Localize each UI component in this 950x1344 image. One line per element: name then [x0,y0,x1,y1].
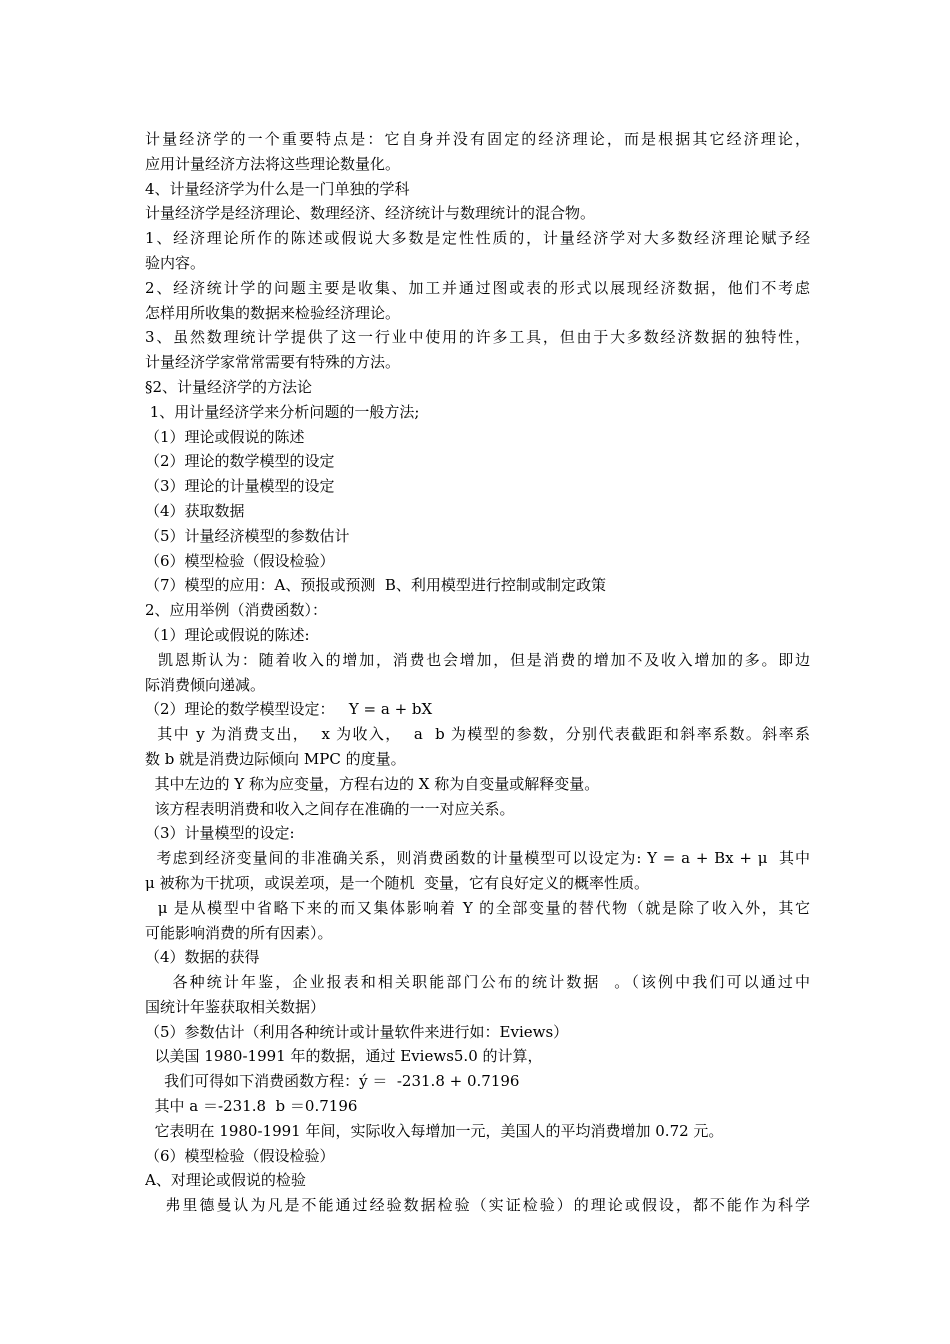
text-line: 际消费倾向递减。 [145,675,266,694]
text-line: （2）理论的数学模型设定： Y = a + bX [145,700,433,719]
text-line: 各种统计年鉴，企业报表和相关职能部门公布的统计数据 。（该例中我们可以通过中 [145,973,810,992]
text-line: 计量经济学家常常需要有特殊的方法。 [145,353,401,372]
text-line: §2、计量经济学的方法论 [145,377,313,396]
text-line: （4）获取数据 [145,501,245,520]
text-line: 1、用计量经济学来分析问题的一般方法; [145,402,420,421]
text-line: 考虑到经济变量间的非准确关系，则消费函数的计量模型可以设定为: Y = a + Bx + μ 其中 [145,849,810,868]
text-line: 计量经济学是经济理论、数理经济、经济统计与数理统计的混合物。 [145,204,596,223]
text-line: 凯恩斯认为：随着收入的增加，消费也会增加，但是消费的增加不及收入增加的多。即边 [145,650,810,669]
text-line: （6）模型检验（假设检验） [145,551,335,570]
text-line: （1）理论或假说的陈述 [145,427,305,446]
text-line: 4、计量经济学为什么是一门单独的学科 [145,179,410,198]
text-line: （2）理论的数学模型的设定 [145,452,335,471]
text-line: 2、经济统计学的问题主要是收集、加工并通过图或表的形式以展现经济数据，他们不考虑 [145,278,810,297]
text-line: μ 是从模型中省略下来的而又集体影响着 Y 的全部变量的替代物（就是除了收入外，其它 [145,898,810,917]
text-line: （7）模型的应用：A、预报或预测 B、利用模型进行控制或制定政策 [145,576,606,595]
text-line: 它表明在 1980-1991 年间，实际收入每增加一元，美国人的平均消费增加 0.72 元。 [145,1121,724,1140]
text-line: （5）参数估计（利用各种统计或计量软件来进行如：Eviews） [145,1022,569,1041]
text-line: 其中左边的 Y 称为应变量，方程右边的 X 称为自变量或解释变量。 [145,774,600,793]
text-line: （6）模型检验（假设检验） [145,1146,335,1165]
text-line: 可能影响消费的所有因素）。 [145,923,333,942]
text-line: 计量经济学的一个重要特点是：它自身并没有固定的经济理论，而是根据其它经济理论， [145,130,810,148]
text-line: 该方程表明消费和收入之间存在准确的一一对应关系。 [145,799,515,818]
text-line: 验内容。 [145,253,206,272]
text-line: 我们可得如下消费函数方程：ý ＝ -231.8 + 0.7196 [145,1072,520,1091]
text-line: A、对理论或假说的检验 [145,1171,306,1190]
text-line: 应用计量经济方法将这些理论数量化。 [145,154,401,173]
text-line: （1）理论或假说的陈述: [145,625,310,644]
document-page [145,127,810,1218]
text-line: （4）数据的获得 [145,948,260,967]
text-line: 2、应用举例（消费函数）： [145,601,328,620]
text-line: 以美国 1980-1991 年的数据，通过 Eviews5.0 的计算， [145,1047,543,1066]
text-line: 其中 y 为消费支出， x 为收入， a b 为模型的参数，分别代表截距和斜率系数。斜率系 [145,725,810,744]
text-line: 国统计年鉴获取相关数据） [145,997,326,1016]
text-line: （3）计量模型的设定: [145,824,295,843]
text-line: 数 b 就是消费边际倾向 MPC 的度量。 [145,749,406,768]
text-line: （3）理论的计量模型的设定 [145,477,335,496]
text-line: 1、经济理论所作的陈述或假说大多数是定性性质的，计量经济学对大多数经济理论赋予经 [145,229,810,248]
text-line: 怎样用所收集的数据来检验经济理论。 [145,303,401,322]
text-line: （5）计量经济模型的参数估计 [145,526,350,545]
text-line: 弗里德曼认为凡是不能通过经验数据检验（实证检验）的理论或假设，都不能作为科学 [145,1196,810,1215]
text-line: μ 被称为干扰项，或误差项，是一个随机 变量，它有良好定义的概率性质。 [145,873,650,892]
text-line: 3、虽然数理统计学提供了这一行业中使用的许多工具，但由于大多数经济数据的独特性， [145,328,810,347]
text-line: 其中 a ＝-231.8 b ＝0.7196 [145,1097,358,1116]
